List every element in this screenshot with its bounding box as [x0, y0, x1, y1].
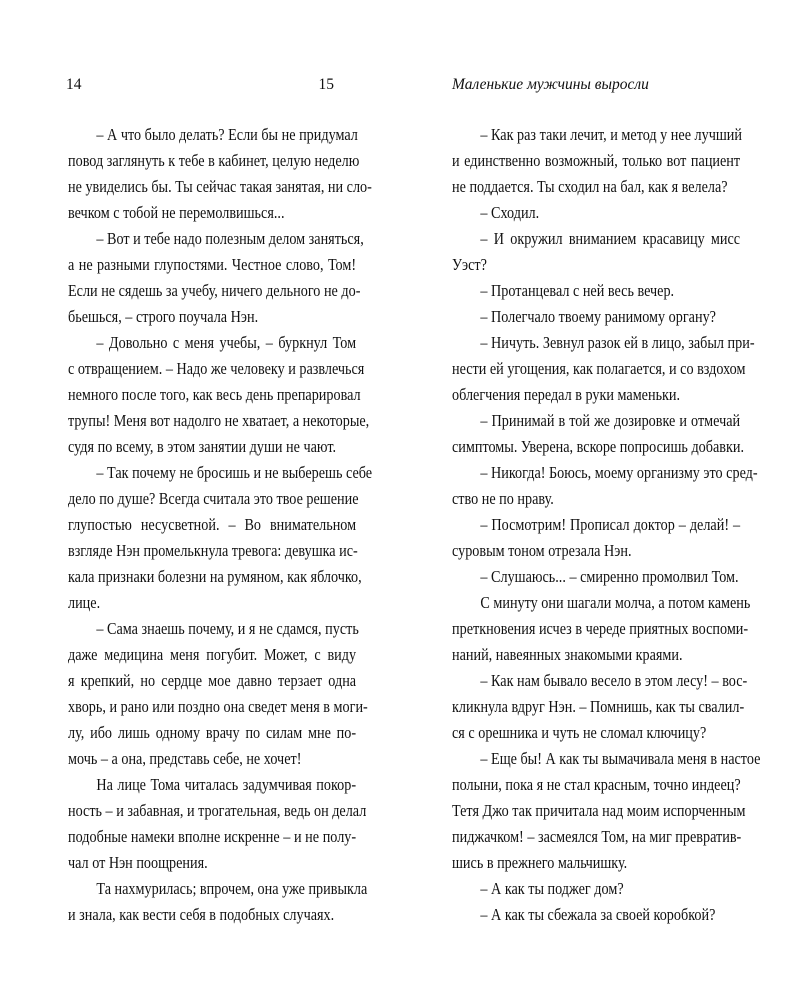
text-line: вечком с тобой не перемолвишься...	[68, 203, 285, 222]
paragraph	[452, 200, 740, 226]
text-line: и знала, как вести себя в подобных случаях.	[68, 905, 335, 924]
text-line: суровым тоном отрезала Нэн.	[452, 541, 632, 560]
text-line: я крепкий, но сердце мое давно терзает одна	[68, 671, 357, 690]
paragraph	[68, 330, 370, 460]
text-line: лу, ибо лишь одному врачу по силам мне по-	[68, 723, 357, 742]
text-line: – Так почему не бросишь и не выберешь себе	[96, 463, 373, 482]
text-line: повод заглянуть к тебе в кабинет, целую неделю	[68, 151, 360, 170]
text-line: пиджачком! – засмеялся Том, на миг превратив-	[452, 827, 742, 846]
text-line: наний, навеянных знакомыми краями.	[452, 645, 683, 664]
paragraph	[68, 616, 368, 772]
text-line: – А как ты сбежала за своей коробкой?	[480, 905, 716, 924]
paragraph	[68, 460, 373, 616]
paragraph	[452, 746, 761, 876]
text-line: полыни, пока я не стал красным, точно индеец?	[452, 775, 741, 794]
text-line: мочь – а она, представь себе, не хочет!	[68, 749, 302, 768]
text-line: ся с орешника и чуть не сломал ключицу?	[452, 723, 707, 742]
text-line: кликнула вдруг Нэн. – Помнишь, как ты свалил-	[452, 697, 745, 716]
text-line: – И окружил вниманием красавицу мисс	[480, 229, 741, 248]
text-line: дело по душе? Всегда считала это твое решение	[68, 489, 359, 508]
text-line: облегчения передал в руки маменьки.	[452, 385, 681, 404]
text-line: – Сама знаешь почему, и я не сдамся, пусть	[96, 619, 359, 638]
text-line: – Как раз таки лечит, и метод у нее лучший	[480, 125, 742, 144]
paragraph	[452, 590, 751, 668]
text-line: кала признаки болезни на румяном, как яблочко,	[68, 567, 362, 586]
text-line: даже медицина меня погубит. Может, с виду	[68, 645, 357, 664]
text-line: Уэст?	[452, 255, 487, 274]
paragraph	[452, 512, 740, 564]
text-line: – Вот и тебе надо полезным делом заняться,	[96, 229, 364, 248]
text-line: – Протанцевал с ней весь вечер.	[480, 281, 675, 300]
text-line: – Никогда! Боюсь, моему организму это сред-	[480, 463, 758, 482]
right-page-text	[452, 122, 761, 928]
text-line: с отвращением. – Надо же человеку и развлечься	[68, 359, 365, 378]
text-line: бьешься, – строго поучала Нэн.	[68, 307, 259, 326]
paragraph	[452, 304, 740, 330]
text-line: лице.	[68, 593, 101, 612]
text-line: а не разными глупостями. Честное слово, Том!	[68, 255, 357, 274]
text-line: Тетя Джо так причитала над моим испорченным	[452, 801, 746, 820]
paragraph	[452, 330, 755, 408]
text-line: С минуту они шагали молча, а потом камень	[480, 593, 751, 612]
text-line: трупы! Меня вот надолго не хватает, а некоторые,	[68, 411, 370, 430]
text-line: шись в прежнего мальчишку.	[452, 853, 628, 872]
text-line: Если не сядешь за учебу, ничего дельного не до-	[68, 281, 361, 300]
paragraph	[452, 226, 740, 278]
text-line: Та нахмурилась; впрочем, она уже привыкла	[96, 879, 368, 898]
text-line: – Посмотрим! Прописал доктор – делай! –	[480, 515, 741, 534]
text-line: и единственно возможный, только вот пациент	[452, 151, 741, 170]
text-line: ство не по нраву.	[452, 489, 554, 508]
text-line: преткновения исчез в череде приятных воспоми-	[452, 619, 749, 638]
text-line: – Ничуть. Зевнул разок ей в лицо, забыл при-	[480, 333, 755, 352]
text-line: – Сходил.	[480, 203, 540, 222]
text-line: – Довольно с меня учебы, – буркнул Том	[96, 333, 357, 352]
paragraph	[68, 226, 364, 330]
text-line: не увиделись бы. Ты сейчас такая занятая, ни сло-	[68, 177, 372, 196]
text-line: не поддается. Ты сходил на бал, как я велела?	[452, 177, 728, 196]
paragraph	[452, 278, 740, 304]
paragraph	[452, 668, 748, 746]
text-line: На лице Тома читалась задумчивая покор-	[96, 775, 357, 794]
text-line: немного после того, как весь день препарировал	[68, 385, 361, 404]
text-line: симптомы. Уверена, вскоре попросишь добавки.	[452, 437, 745, 456]
right-page	[318, 0, 800, 1000]
text-line: – А что было делать? Если бы не придумал	[96, 125, 358, 144]
page-number: 14	[66, 76, 82, 93]
text-line: хворь, и рано или поздно она сведет меня в моги-	[68, 697, 368, 716]
text-line: глупостью несусветной. – Во внимательном	[68, 515, 357, 534]
paragraph	[68, 772, 367, 876]
paragraph	[452, 460, 758, 512]
running-title-book: Маленькие мужчины выросли	[452, 76, 649, 93]
paragraph	[68, 122, 372, 226]
text-line: судя по всему, в этом занятии души не чают.	[68, 437, 336, 456]
paragraph	[452, 564, 740, 590]
text-line: – А как ты поджег дом?	[480, 879, 624, 898]
text-line: – Еще бы! А как ты вымачивала меня в настое	[480, 749, 761, 768]
text-line: – Полегчало твоему ранимому органу?	[480, 307, 716, 326]
page-number: 15	[318, 76, 334, 93]
paragraph	[452, 876, 740, 902]
paragraph	[452, 408, 745, 460]
text-line: – Слушаюсь... – смиренно промолвил Том.	[480, 567, 739, 586]
paragraph	[68, 876, 368, 928]
text-line: – Принимай в той же дозировке и отмечай	[480, 411, 741, 430]
paragraph	[452, 902, 740, 928]
paragraph	[452, 122, 740, 200]
text-line: нести ей угощения, как полагается, и со вздохом	[452, 359, 746, 378]
text-line: подобные намеки вполне искренне – и не полу-	[68, 827, 357, 846]
text-line: чал от Нэн поощрения.	[68, 853, 208, 872]
text-line: – Как нам бывало весело в этом лесу! – вос-	[480, 671, 748, 690]
text-line: взгляде Нэн промелькнула тревога: девушка ис-	[68, 541, 358, 560]
left-page-text	[68, 122, 373, 928]
text-line: ность – и забавная, и трогательная, ведь он делал	[68, 801, 367, 820]
